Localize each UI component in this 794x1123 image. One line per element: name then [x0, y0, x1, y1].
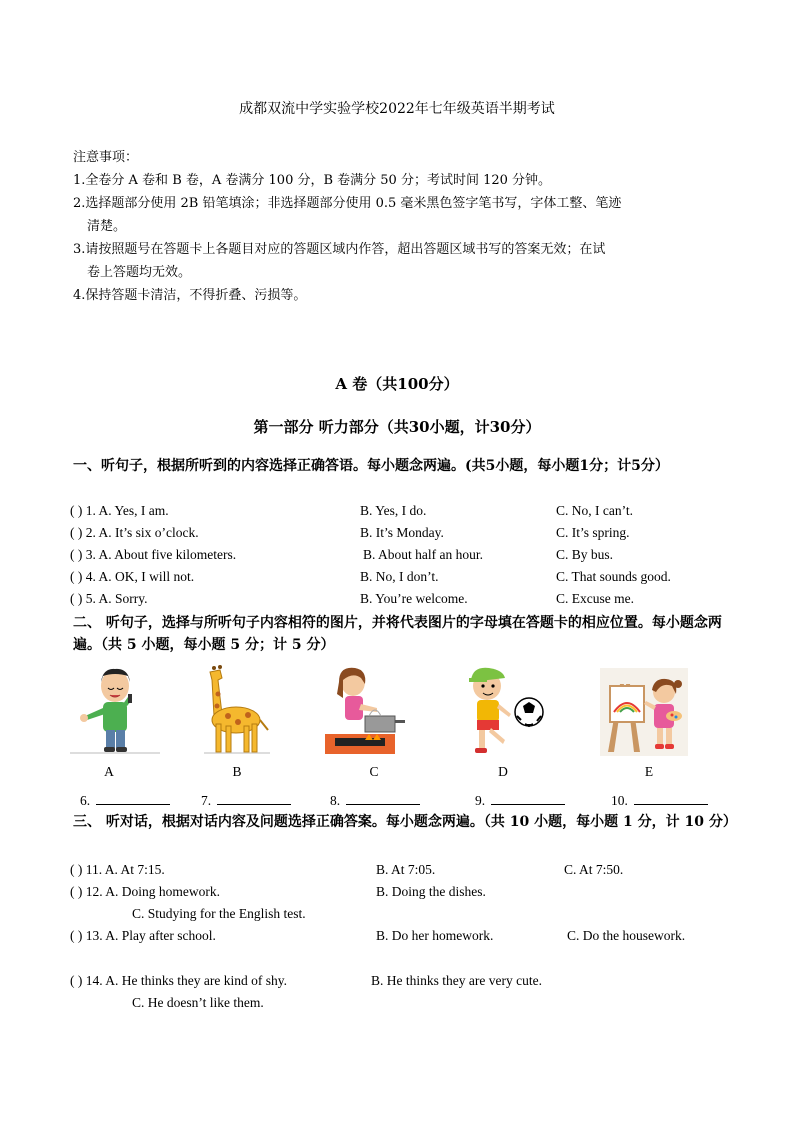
- picture-label-b: B: [232, 764, 242, 779]
- q11-option-b: B. At 7:05.: [376, 862, 436, 877]
- notes-heading: 注意事项：: [73, 150, 139, 165]
- q11-option-c: C. At 7:50.: [564, 862, 624, 877]
- q5-stem: ( ) 5. A. Sorry.: [70, 591, 148, 606]
- note-item: 4.保持答题卡清洁，不得折叠、污损等。: [73, 288, 307, 303]
- q14-option-c: C. He doesn’t like them.: [132, 995, 264, 1010]
- page-title: 成都双流中学实验学校2022年七年级英语半期考试: [239, 101, 555, 117]
- note-item: 2.选择题部分使用 2B 铅笔填涂；非选择题部分使用 0.5 毫米黑色签字笔书写，字体工整、笔迹: [73, 196, 622, 211]
- blank-number: 9.: [475, 793, 486, 808]
- note-item: 3.请按照题号在答题卡上各题目对应的答题区域内作答，超出答题区域书写的答案无效；在试: [73, 242, 606, 257]
- q4-option-b: B. No, I don’t.: [360, 569, 439, 584]
- q14-option-b: B. He thinks they are very cute.: [371, 973, 542, 988]
- part1-heading: 第一部分 听力部分（共30小题，计30分）: [253, 418, 541, 436]
- note-item: 卷上答题均无效。: [87, 265, 192, 280]
- q12-option-c: C. Studying for the English test.: [132, 906, 306, 921]
- q3-option-c: C. By bus.: [556, 547, 614, 562]
- answer-blank-8[interactable]: [330, 790, 420, 809]
- q5-option-c: C. Excuse me.: [556, 591, 634, 606]
- picture-d-boy-playing-soccer: [459, 664, 549, 759]
- blank-number: 6.: [80, 793, 91, 808]
- q1-option-c: C. No, I can’t.: [556, 503, 633, 518]
- blank-number: 10.: [611, 793, 628, 808]
- section1-heading: 一、听句子，根据所听到的内容选择正确答语。每小题念两遍。(共5小题，每小题1分；计5分）: [73, 458, 669, 474]
- picture-label-c: C: [369, 764, 379, 779]
- picture-b-giraffe: [192, 664, 282, 759]
- notes-block: [73, 146, 729, 307]
- section2-heading: 二、 听句子，选择与所听句子内容相符的图片，并将代表图片的字母填在答题卡的相应位置。每小题念两遍。（共 5 小题，每小题 5 分；计 5 分）: [73, 615, 722, 653]
- answer-blank-10[interactable]: [611, 790, 708, 809]
- q12-option-b: B. Doing the dishes.: [376, 884, 486, 899]
- q3-stem: ( ) 3. A. About five kilometers.: [70, 547, 237, 562]
- q3-option-b: B. About half an hour.: [363, 547, 483, 562]
- answer-blank-6[interactable]: [80, 790, 170, 809]
- picture-e-girl-painting: [600, 664, 690, 759]
- q1-option-b: B. Yes, I do.: [360, 503, 427, 518]
- q2-stem: ( ) 2. A. It’s six o’clock.: [70, 525, 199, 540]
- q13-option-b: B. Do her homework.: [376, 928, 494, 943]
- note-item: 清楚。: [87, 219, 127, 234]
- q5-option-b: B. You’re welcome.: [360, 591, 468, 606]
- picture-label-a: A: [104, 764, 114, 779]
- q2-option-b: B. It’s Monday.: [360, 525, 444, 540]
- q2-option-c: C. It’s spring.: [556, 525, 630, 540]
- q14-stem: ( ) 14. A. He thinks they are kind of shy.: [70, 973, 287, 988]
- answer-blank-7[interactable]: [201, 790, 291, 809]
- blank-number: 8.: [330, 793, 341, 808]
- q1-stem: ( ) 1. A. Yes, I am.: [70, 503, 169, 518]
- q4-option-c: C. That sounds good.: [556, 569, 671, 584]
- picture-c-woman-cooking: [325, 664, 415, 759]
- picture-label-e: E: [644, 764, 654, 779]
- q11-stem: ( ) 11. A. At 7:15.: [70, 862, 165, 877]
- q13-stem: ( ) 13. A. Play after school.: [70, 928, 216, 943]
- answer-blank-9[interactable]: [475, 790, 565, 809]
- q13-option-c: C. Do the housework.: [567, 928, 686, 943]
- q4-stem: ( ) 4. A. OK, I will not.: [70, 569, 195, 584]
- note-item: 1.全卷分 A 卷和 B 卷，A 卷满分 100 分，B 卷满分 50 分；考试时间 120 分钟。: [73, 173, 552, 188]
- q12-stem: ( ) 12. A. Doing homework.: [70, 884, 220, 899]
- picture-a-boy-singing: [70, 664, 160, 759]
- blank-number: 7.: [201, 793, 212, 808]
- picture-label-d: D: [498, 764, 508, 779]
- paper-a-heading: A 卷（共100分）: [335, 375, 459, 393]
- section3-heading: 三、 听对话，根据对话内容及问题选择正确答案。每小题念两遍。（共 10 小题，每小题 1 分，计 10 分）: [73, 814, 737, 830]
